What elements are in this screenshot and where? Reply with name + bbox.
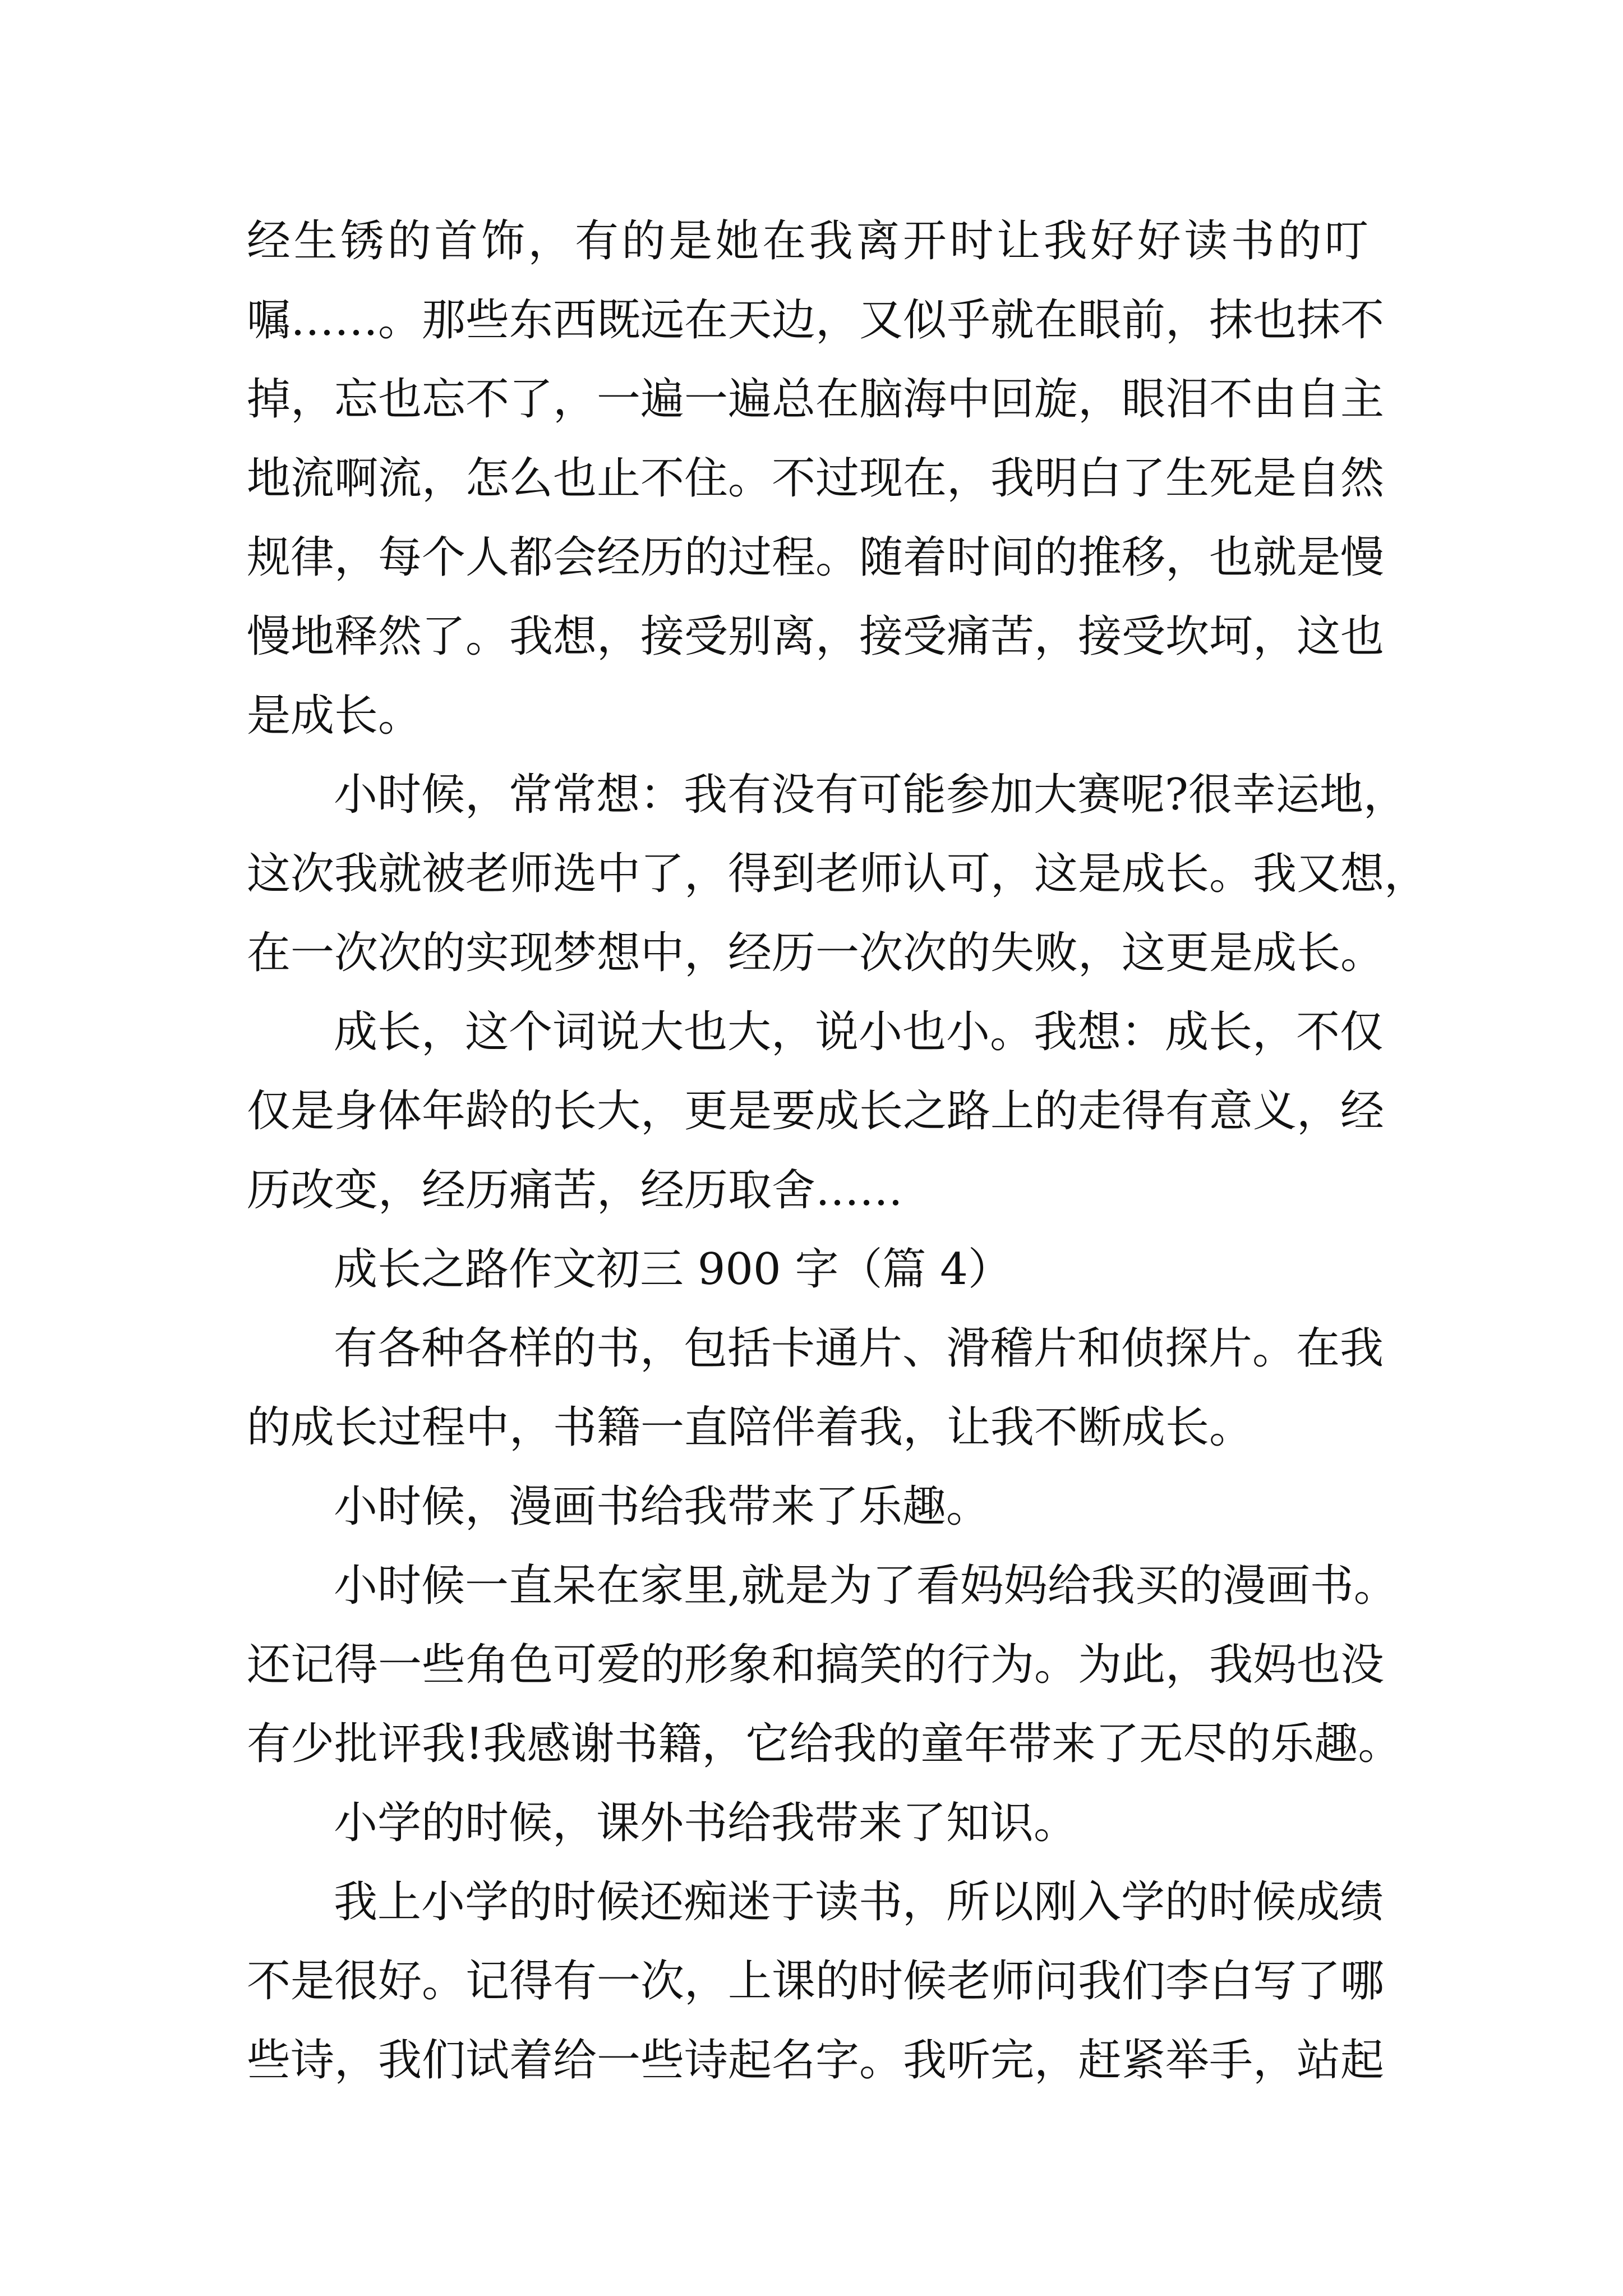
text-line: 还记得一些角色可爱的形象和搞笑的行为。为此，我妈也没 [247,1640,1385,1690]
text-line: 仅是身体年龄的长大，更是要成长之路上的走得有意义，经 [247,1086,1385,1137]
text-line: 掉，忘也忘不了，一遍一遍总在脑海中回旋，眼泪不由自主 [247,374,1385,425]
text-line: 经生锈的首饰，有的是她在我离开时让我好好读书的叮 [247,216,1368,266]
text-line: 地流啊流，怎么也止不住。不过现在，我明白了生死是自然 [247,453,1385,504]
paragraph-first-line: 小时候，常常想：我有没有可能参加大赛呢?很幸运地， [334,770,1407,820]
text-line: 的成长过程中，书籍一直陪伴着我，让我不断成长。 [247,1402,1253,1453]
text-line: 些诗，我们试着给一些诗起名字。我听完，赶紧举手，站起 [247,2035,1385,2086]
text-line: 是成长。 [247,691,422,741]
text-line: 不是很好。记得有一次，上课的时候老师问我们李白写了哪 [247,1956,1385,2007]
text-line: 嘱……。那些东西既远在天边，又似乎就在眼前，抹也抹不 [247,295,1385,346]
text-line: 规律，每个人都会经历的过程。随着时间的推移，也就是慢 [247,532,1385,583]
paragraph-first-line: 小学的时候，课外书给我带来了知识。 [334,1798,1078,1848]
paragraph-first-line: 有各种各样的书，包括卡通片、滑稽片和侦探片。在我 [334,1323,1384,1374]
text-line: 慢地释然了。我想，接受别离，接受痛苦，接受坎坷，这也 [247,611,1385,662]
text-line: 有少批评我!我感谢书籍，它给我的童年带来了无尽的乐趣。 [247,1719,1402,1769]
text-line: 在一次次的实现梦想中，经历一次次的失败，这更是成长。 [247,928,1385,978]
paragraph-first-line: 小时候一直呆在家里,就是为了看妈妈给我买的漫画书。 [334,1561,1398,1611]
text-line: 这次我就被老师选中了，得到老师认可，这是成长。我又想， [247,849,1428,899]
paragraph-first-line: 小时候，漫画书给我带来了乐趣。 [334,1481,990,1532]
paragraph-first-line: 我上小学的时候还痴迷于读书，所以刚入学的时候成绩 [334,1877,1384,1927]
section-heading: 成长之路作文初三 900 字（篇 4） [334,1244,1012,1295]
paragraph-first-line: 成长，这个词说大也大，说小也小。我想：成长，不仅 [334,1007,1384,1057]
text-line: 历改变，经历痛苦，经历取舍…… [247,1165,903,1216]
